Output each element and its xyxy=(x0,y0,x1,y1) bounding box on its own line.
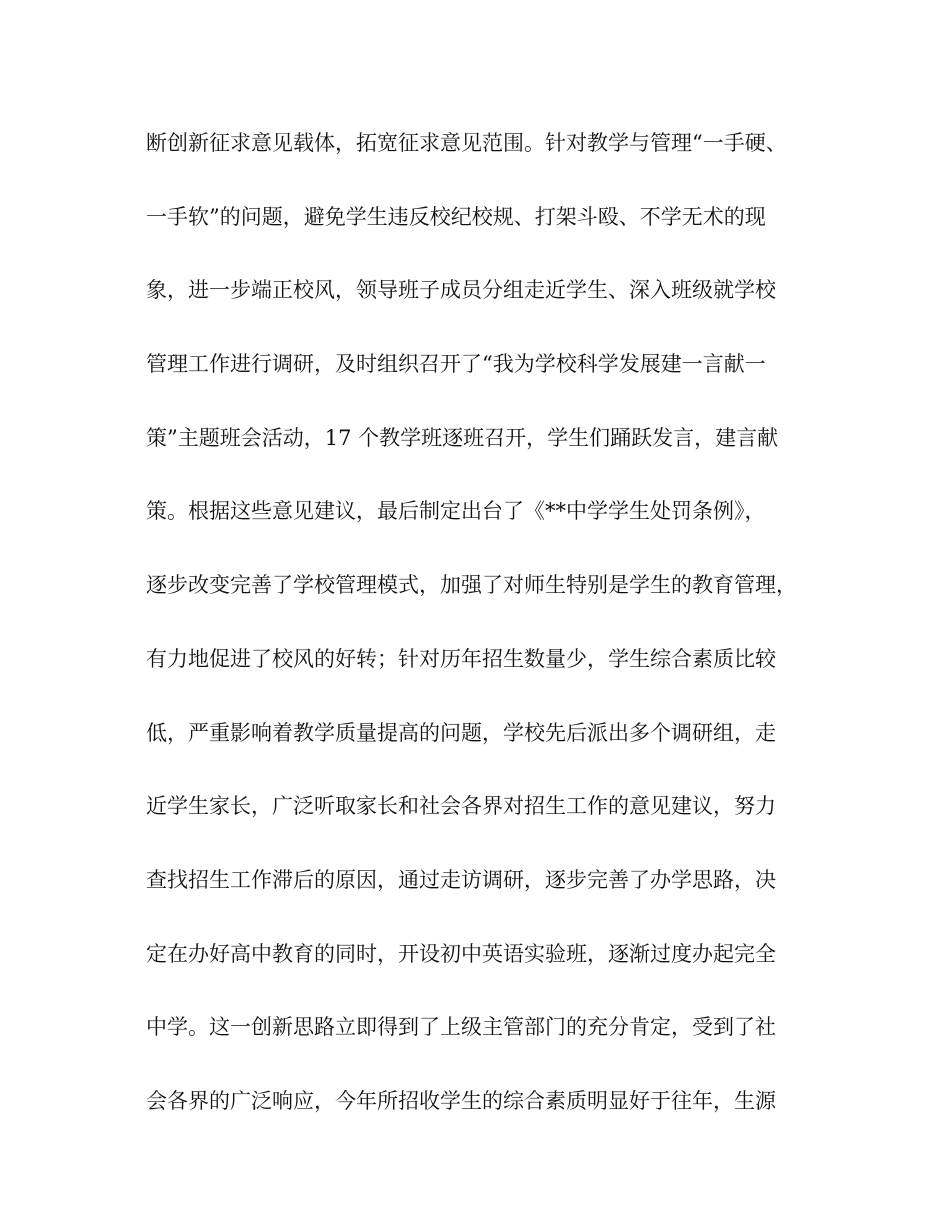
text-line-6: 策。根据这些意见建议，最后制定出台了《**中学学生处罚条例》， xyxy=(146,499,766,524)
text-line-9: 低，严重影响着教学质量提高的问题，学校先后派出多个调研组，走 xyxy=(146,720,776,745)
text-line-4: 管理工作进行调研，及时组织召开了“我为学校科学发展建一言献一 xyxy=(146,352,766,377)
text-line-1: 断创新征求意见载体，拓宽征求意见范围。针对教学与管理“一手硬、 xyxy=(146,131,787,155)
text-line-8: 有力地促进了校风的好转；针对历年招生数量少，学生综合素质比较 xyxy=(146,646,776,671)
text-line-2: 一手软”的问题，避免学生违反校纪校规、打架斗殴、不学无术的现 xyxy=(146,204,766,229)
text-line-7: 逐步改变完善了学校管理模式，加强了对师生特别是学生的教育管理， xyxy=(146,573,797,598)
text-line-13: 中学。这一创新思路立即得到了上级主管部门的充分肯定，受到了社 xyxy=(146,1015,776,1040)
text-line-14: 会各界的广泛响应，今年所招收学生的综合素质明显好于往年，生源 xyxy=(146,1088,776,1113)
text-line-5: 策”主题班会活动，17 个教学班逐班召开，学生们踊跃发言，建言献 xyxy=(146,425,779,450)
body-paragraph xyxy=(146,118,826,1150)
text-line-11: 查找招生工作滞后的原因，通过走访调研，逐步完善了办学思路，决 xyxy=(146,867,776,892)
text-line-10: 近学生家长，广泛听取家长和社会各界对招生工作的意见建议，努力 xyxy=(146,794,776,819)
text-line-12: 定在办好高中教育的同时，开设初中英语实验班，逐渐过度办起完全 xyxy=(146,941,776,966)
text-line-3: 象，进一步端正校风，领导班子成员分组走近学生、深入班级就学校 xyxy=(146,278,776,303)
